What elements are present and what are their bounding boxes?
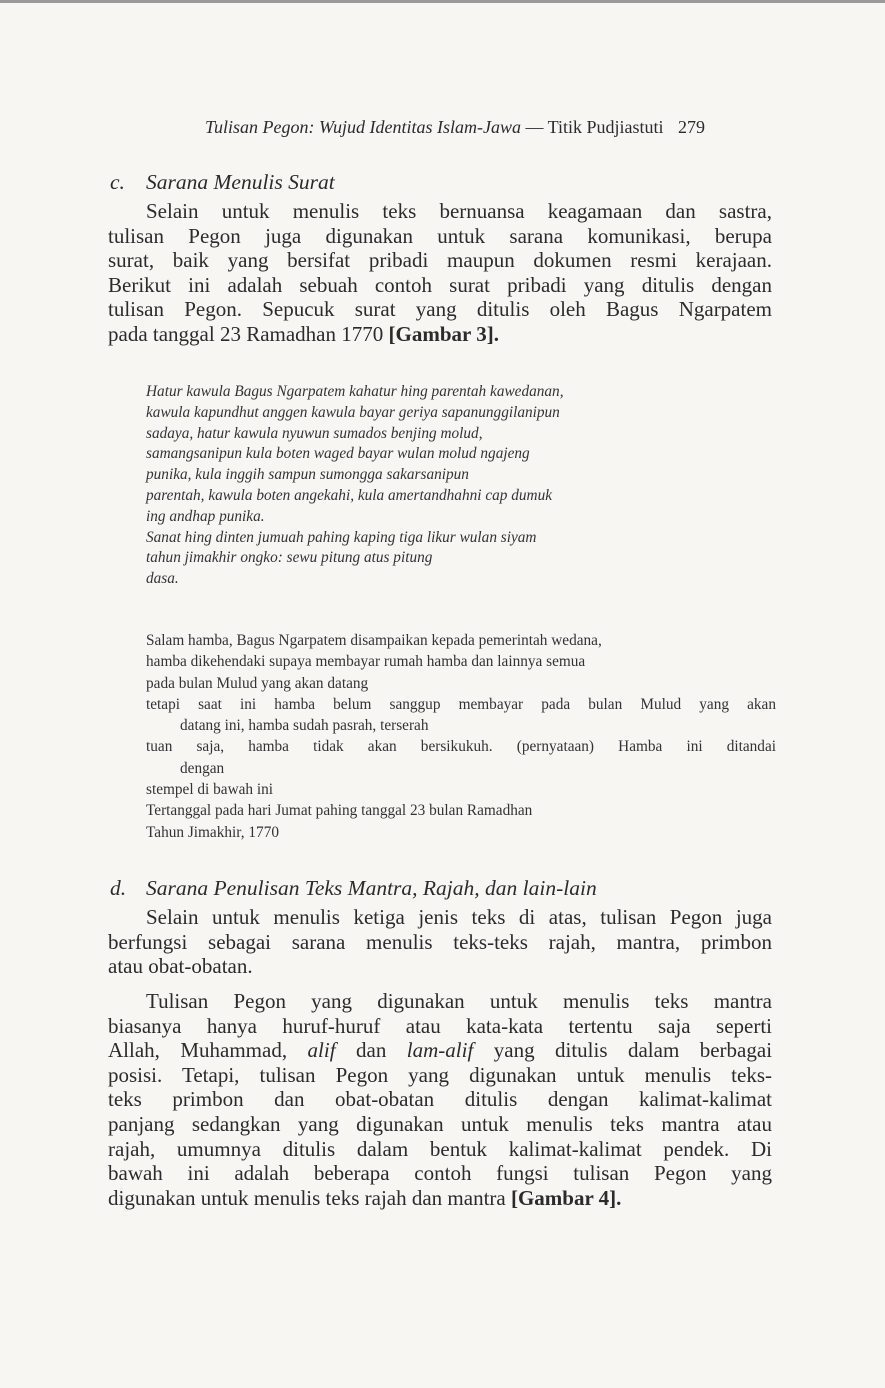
quote-line: ing andhap punika. xyxy=(146,507,265,525)
section-c-paragraph xyxy=(108,199,772,347)
translation-line: datang ini, hamba sudah pasrah, terserah xyxy=(180,717,429,735)
text-fragment: dan xyxy=(356,1038,387,1063)
translation-line: tuan saja, hamba tidak akan bersikukuh. (pernyataan) Hamba ini ditandai xyxy=(146,738,776,756)
text-line xyxy=(108,1038,772,1063)
section-d-paragraph-1 xyxy=(108,905,772,979)
section-c-title: Sarana Menulis Surat xyxy=(146,170,335,194)
author-name: — Titik Pudjiastuti xyxy=(525,117,664,137)
letter-translation xyxy=(146,630,776,843)
section-d-title: Sarana Penulisan Teks Mantra, Rajah, dan lain-lain xyxy=(146,876,597,900)
section-d-letter: d. xyxy=(110,876,127,900)
figure-4-reference: [Gambar 4]. xyxy=(510,1185,622,1210)
text-line: posisi. Tetapi, tulisan Pegon yang digunakan untuk menulis teks- xyxy=(108,1062,772,1087)
text-line: Tulisan Pegon yang digunakan untuk menulis teks mantra xyxy=(146,989,772,1013)
javanese-letter-quote xyxy=(146,382,746,590)
quote-line: Sanat hing dinten jumuah pahing kaping tiga likur wulan siyam xyxy=(146,528,537,546)
quote-line: kawula kapundhut anggen kawula bayar geriya sapanunggilanipun xyxy=(146,403,560,421)
text-line: biasanya hanya huruf-huruf atau kata-kata tertentu saja seperti xyxy=(108,1013,772,1038)
text-line: teks primbon dan obat-obatan ditulis dengan kalimat-kalimat xyxy=(108,1087,772,1112)
quote-line: punika, kula inggih sampun sumongga sakarsanipun xyxy=(146,466,469,484)
translation-line: hamba dikehendaki supaya membayar rumah hamba dan lainnya semua xyxy=(146,653,586,671)
text-line: tulisan Pegon juga digunakan untuk sarana komunikasi, berupa xyxy=(108,223,772,248)
text-line: atau obat-obatan. xyxy=(108,954,253,979)
text-line-last xyxy=(108,1186,772,1211)
text-line: tulisan Pegon. Sepucuk surat yang ditulis oleh Bagus Ngarpatem xyxy=(108,297,772,322)
quote-line: sadaya, hatur kawula nyuwun sumados benjing molud, xyxy=(146,424,483,442)
term-lam-alif: lam-alif xyxy=(406,1038,474,1063)
text-line: surat, baik yang bersifat pribadi maupun dokumen resmi kerajaan. xyxy=(108,248,772,273)
section-c-heading xyxy=(110,170,770,195)
section-d-heading xyxy=(110,876,770,901)
quote-line: Hatur kawula Bagus Ngarpatem kahatur hing parentah kawedanan, xyxy=(146,383,564,400)
text-line-last xyxy=(108,322,772,347)
section-d-paragraph-2 xyxy=(108,989,772,1210)
translation-line: Salam hamba, Bagus Ngarpatem disampaikan kepada pemerintah wedana, xyxy=(146,632,602,649)
text-line: panjang sedangkan yang digunakan untuk menulis teks mantra atau xyxy=(108,1111,772,1136)
quote-line: samangsanipun kula boten waged bayar wulan molud ngajeng xyxy=(146,445,530,463)
quote-line: tahun jimakhir ongko: sewu pitung atus pitung xyxy=(146,549,433,567)
text-fragment: pada tanggal 23 Ramadhan 1770 xyxy=(108,321,384,346)
text-fragment: Allah, Muhammad, xyxy=(108,1038,288,1063)
text-fragment: yang ditulis dalam berbagai xyxy=(493,1038,773,1063)
page-number: 279 xyxy=(678,117,706,137)
translation-line: Tertanggal pada hari Jumat pahing tanggal 23 bulan Ramadhan xyxy=(146,802,533,820)
running-title: Tulisan Pegon: Wujud Identitas Islam-Jawa xyxy=(205,117,521,137)
translation-line: stempel di bawah ini xyxy=(146,781,274,799)
translation-line: dengan xyxy=(180,759,225,777)
text-line: Selain untuk menulis ketiga jenis teks di atas, tulisan Pegon juga xyxy=(146,905,772,929)
section-c-letter: c. xyxy=(110,170,125,194)
translation-line: Tahun Jimakhir, 1770 xyxy=(146,823,279,841)
text-fragment: digunakan untuk menulis teks rajah dan mantra xyxy=(108,1185,506,1210)
figure-3-reference: [Gambar 3]. xyxy=(388,321,499,346)
translation-line: tetapi saat ini hamba belum sanggup membayar pada bulan Mulud yang akan xyxy=(146,695,776,713)
text-line: Selain untuk menulis teks bernuansa keagamaan dan sastra, xyxy=(146,199,772,223)
quote-line: dasa. xyxy=(146,570,179,588)
page-top-rule xyxy=(0,0,885,3)
quote-line: parentah, kawula boten angekahi, kula amertandhahni cap dumuk xyxy=(146,486,553,504)
text-line: berfungsi sebagai sarana menulis teks-teks rajah, mantra, primbon xyxy=(108,929,772,954)
running-header xyxy=(205,117,770,138)
text-line: bawah ini adalah beberapa contoh fungsi tulisan Pegon yang xyxy=(108,1161,772,1186)
text-line: Berikut ini adalah sebuah contoh surat pribadi yang ditulis dengan xyxy=(108,272,772,297)
translation-line: pada bulan Mulud yang akan datang xyxy=(146,674,369,692)
text-line: rajah, umumnya ditulis dalam bentuk kalimat-kalimat pendek. Di xyxy=(108,1136,772,1161)
term-alif: alif xyxy=(307,1038,336,1063)
